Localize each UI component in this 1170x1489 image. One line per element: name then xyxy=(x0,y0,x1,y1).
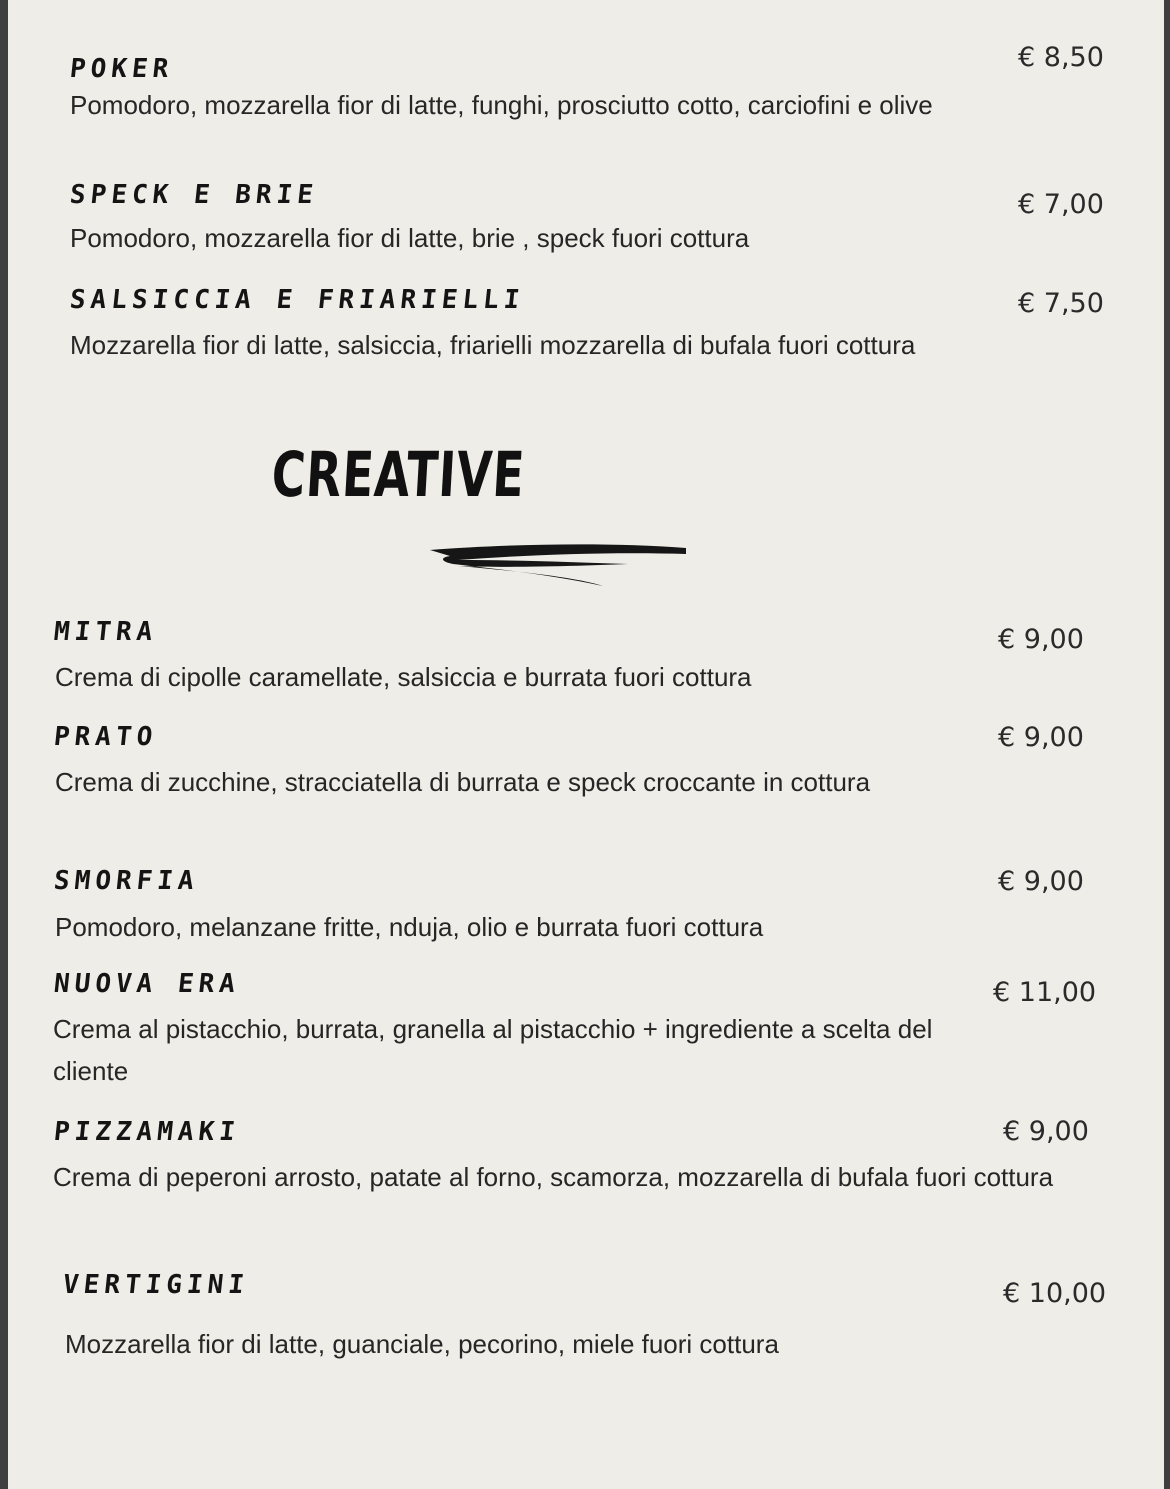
item-price-nuova-era: € 11,00 xyxy=(993,977,1097,1008)
brush-underline-decoration xyxy=(428,538,698,593)
item-name-mitra: MITRA xyxy=(52,617,159,647)
item-price-prato: € 9,00 xyxy=(998,722,1084,753)
item-price-smorfia: € 9,00 xyxy=(998,866,1084,897)
item-name-pizzamaki: PIZZAMAKI xyxy=(52,1117,242,1147)
item-description-prato: Crema di zucchine, stracciatella di burrata e speck croccante in cottura xyxy=(55,767,871,797)
item-description-salsiccia-e-friarielli: Mozzarella fior di latte, salsiccia, friarielli mozzarella di bufala fuori cottura xyxy=(70,330,916,360)
item-description-speck-e-brie: Pomodoro, mozzarella fior di latte, brie , speck fuori cottura xyxy=(70,223,750,253)
item-description-mitra: Crema di cipolle caramellate, salsiccia e burrata fuori cottura xyxy=(55,662,752,692)
item-name-smorfia: SMORFIA xyxy=(52,866,201,896)
item-price-vertigini: € 10,00 xyxy=(1003,1278,1107,1309)
menu-page xyxy=(8,0,1164,1489)
item-name-salsiccia-e-friarielli: SALSICCIA E FRIARIELLI xyxy=(68,285,526,315)
section-title-creative: CREATIVE xyxy=(269,438,527,511)
item-description-vertigini: Mozzarella fior di latte, guanciale, pecorino, miele fuori cottura xyxy=(65,1329,779,1359)
item-name-nuova-era: NUOVA ERA xyxy=(52,969,242,999)
item-name-vertigini: VERTIGINI xyxy=(61,1270,251,1300)
item-name-poker: POKER xyxy=(68,54,175,84)
item-name-speck-e-brie: SPECK E BRIE xyxy=(68,180,320,210)
item-price-speck-e-brie: € 7,00 xyxy=(1018,189,1104,220)
item-price-pizzamaki: € 9,00 xyxy=(1003,1116,1089,1147)
item-price-poker: € 8,50 xyxy=(1018,42,1104,73)
item-price-salsiccia-e-friarielli: € 7,50 xyxy=(1018,288,1104,319)
item-name-prato: PRATO xyxy=(52,722,159,752)
item-description-smorfia: Pomodoro, melanzane fritte, nduja, olio e burrata fuori cottura xyxy=(55,912,764,942)
item-description-pizzamaki: Crema di peperoni arrosto, patate al forno, scamorza, mozzarella di bufala fuori cottura xyxy=(53,1162,1054,1192)
item-price-mitra: € 9,00 xyxy=(998,624,1084,655)
item-description-nuova-era: Crema al pistacchio, burrata, granella al pistacchio + ingrediente a scelta del cliente xyxy=(53,1014,933,1086)
item-description-poker: Pomodoro, mozzarella fior di latte, funghi, prosciutto cotto, carciofini e olive xyxy=(70,90,933,120)
